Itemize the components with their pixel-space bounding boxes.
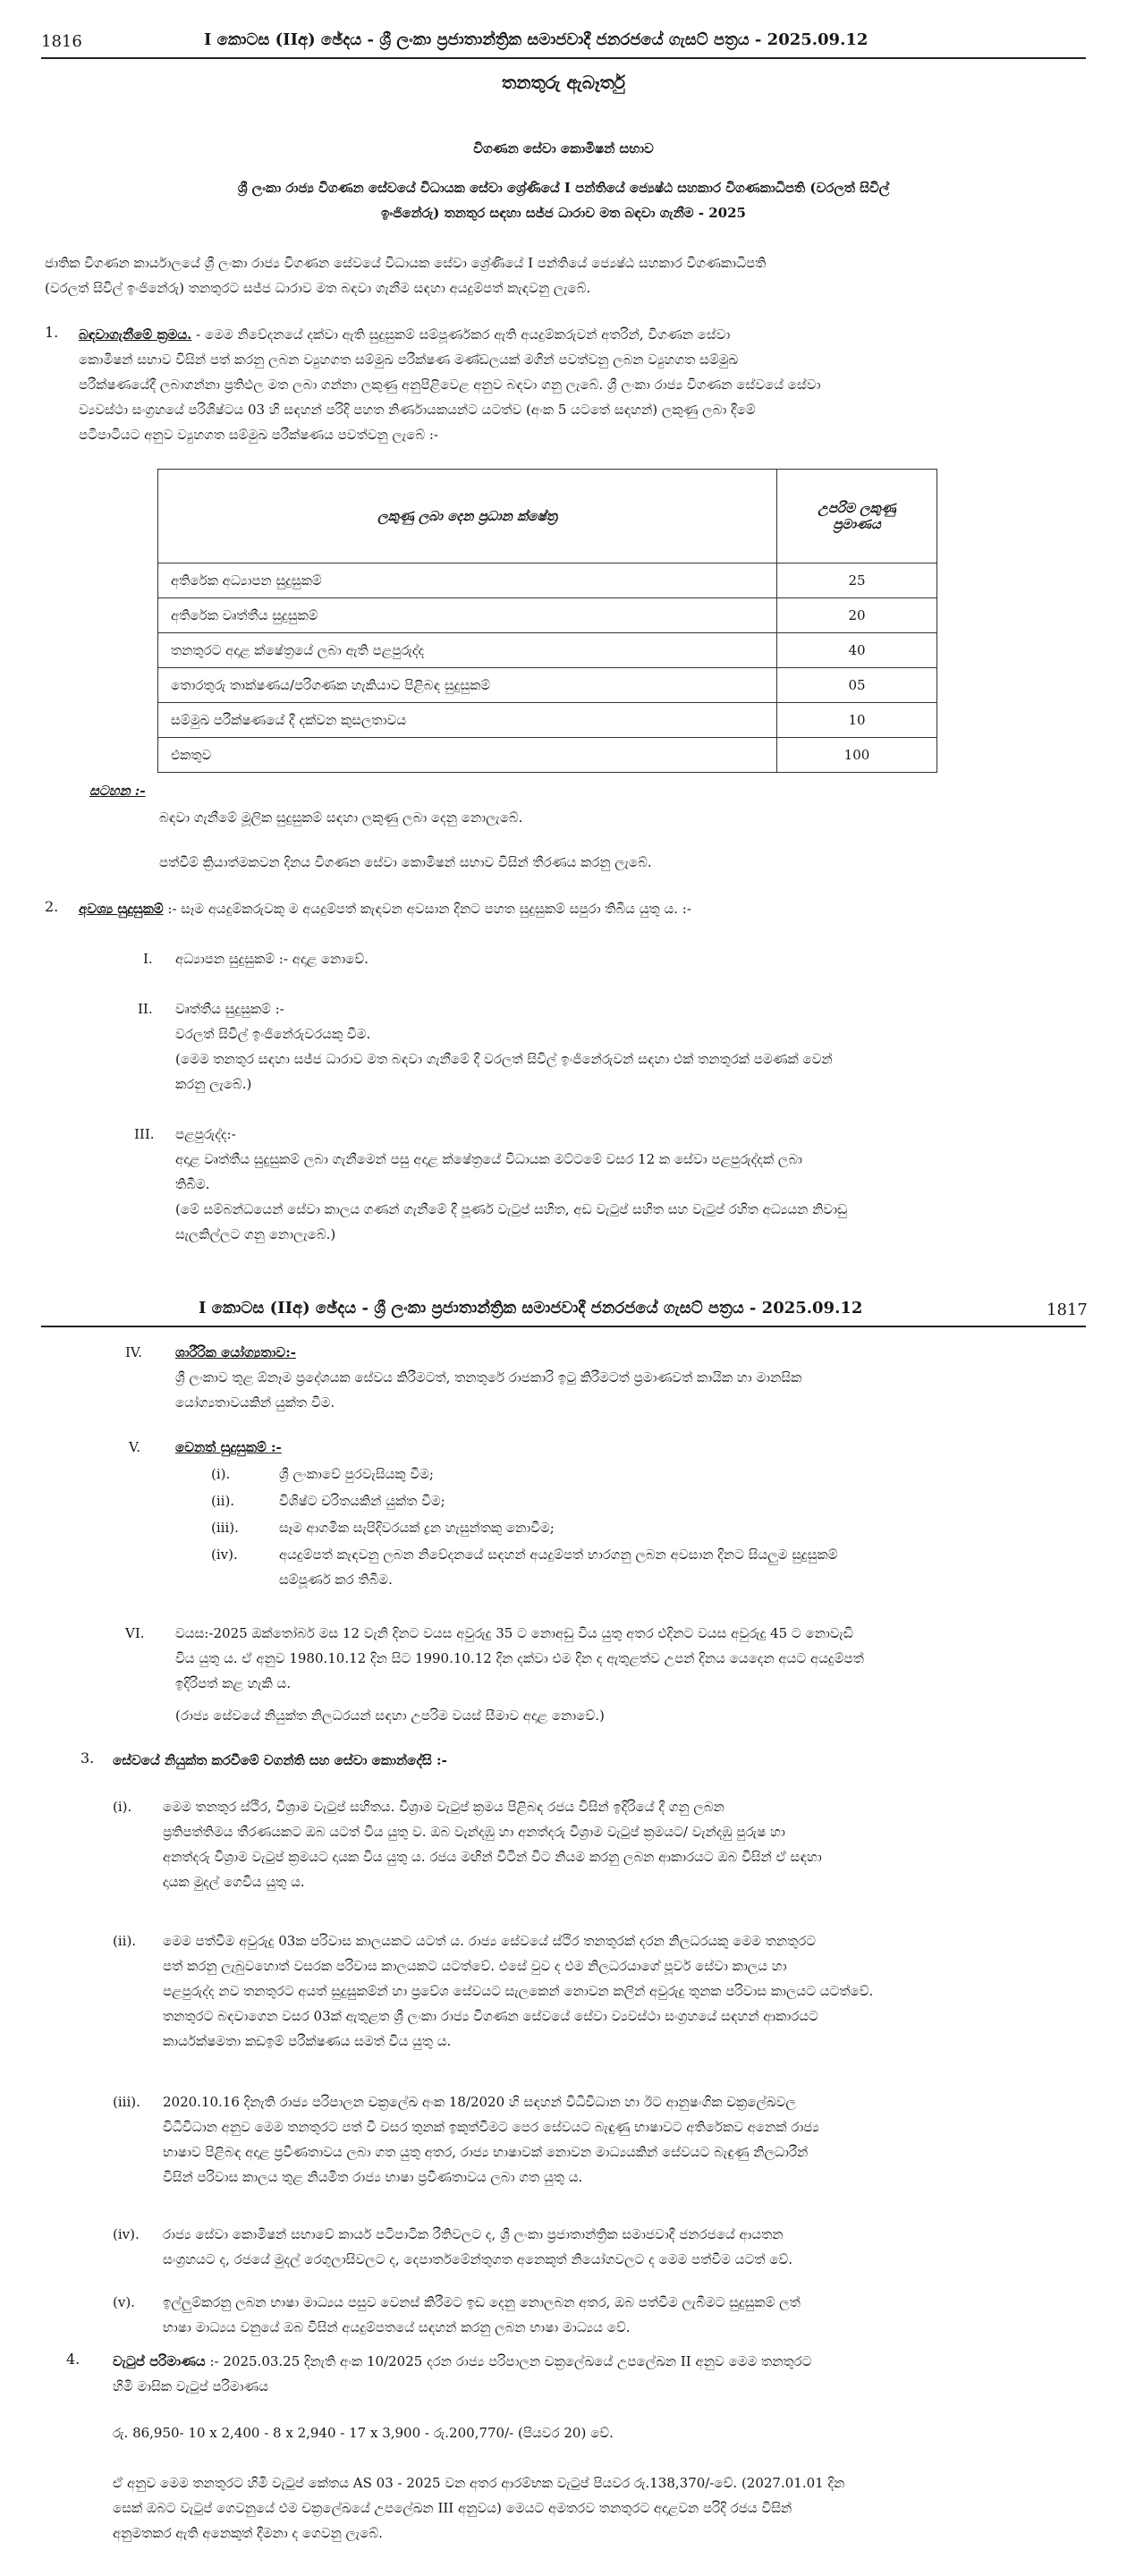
req-ii-line-1: වරලත් සිවිල් ඉංජිනේරුවරයකු වීම. <box>175 1026 371 1042</box>
cond-iv-number: (iv). <box>113 2226 140 2242</box>
table-row-total <box>158 738 937 773</box>
req-iii-line-4: සැලකිල්ලට ගනු නොලැබේ.) <box>175 1226 336 1242</box>
table-row <box>158 633 937 668</box>
cond-ii-line: පළපුරුද්ද නව තනතුරට අයත් සුදුසුකම්න් හා ප්‍රවේශ සේවයට සැලකෙන් නොවන කලින් අවුරුදු තුනක පරිවාස කාලයට යටත්වේ. <box>163 1983 874 1999</box>
running-header-1817: I කොටස (IIඅ) ඡේදය - ශ්‍රී ලංකා ප්‍රජාතාන්ත්‍රික සමාජවාදී ජනරජයේ ගැසට් පත්‍රය - 2025.09.12 <box>199 1299 863 1318</box>
section-1-line-3: පරීක්ෂණයේදී ලබාගන්නා ප්‍රතිඵල මත ලබා ගන්නා ලකුණු අනුපිළිවෙළ අනුව බඳවා ගනු ලැබේ. ශ්‍රී ලංකා රාජ්‍ය විගණන සේවයේ සේවා <box>79 377 821 393</box>
table-row <box>158 668 937 703</box>
req-vi-block <box>175 1621 864 1696</box>
row-marks: 20 <box>777 598 937 633</box>
other-req-num: (iii). <box>211 1520 239 1536</box>
row-marks: 40 <box>777 633 937 668</box>
section-3-number: 3. <box>80 1750 95 1767</box>
row-area: එකතුව <box>158 738 777 773</box>
cond-ii-block <box>163 1928 1075 2054</box>
cond-v-line: භාෂා මාධ්‍යය වනුයේ ඔබ විසින් අයදුම්පතයේ සඳහන් කරනු ලබන භාෂා මාධ්‍යය වේ. <box>163 2319 631 2335</box>
cond-iv-line: රාජ්‍ය සේවා කොමිෂන් සභාවේ කාර්ය පටිපාටික රීතිවලට ද, ශ්‍රී ලංකා ප්‍රජාතාන්ත්‍රික සමාජවාදී ජනරජයේ ආයතන <box>163 2226 784 2242</box>
organisation-name: විගණන සේවා කොමිෂන් සභාව <box>473 140 654 157</box>
section-1-text <box>79 322 1086 447</box>
section-4-line-2: හිමි මාසික වැටුප් පරිමාණය <box>113 2378 269 2394</box>
section-4-number: 4. <box>66 2351 80 2368</box>
note-1: බඳවා ගැනීමේ මූලික සුදුසුකම් සඳහා ලකුණු ලබා දෙනු නොලැබේ. <box>159 809 523 826</box>
section-1-line-5: පටිපාටියට අනුව ව්‍යුහගත සම්මුඛ පරීක්ෂණය පවත්වනු ලැබේ :- <box>79 427 438 443</box>
req-i-text: අධ්‍යාපන සුදුසුකම් :- අදාළ නොවේ. <box>175 951 369 967</box>
other-req-num: (ii). <box>211 1493 235 1509</box>
req-ii-line-3: කරනු ලැබේ.) <box>175 1076 252 1092</box>
req-iv-line-2: යෝග්‍යතාවයකින් යුක්ත වීම. <box>175 1394 335 1411</box>
row-marks: 05 <box>777 668 937 703</box>
req-ii-heading: වෘත්තීය සුදුසුකම් :- <box>175 1001 284 1017</box>
section-3-heading: සේවයේ නියුක්ත කරවීමේ වගන්ති සහ සේවා කොන්දේසි :- <box>113 1752 447 1768</box>
header-area: ලකුණු ලබා දෙන ප්‍රධාන ක්ෂේත්‍ර <box>158 470 777 564</box>
cond-iv-line: සංග්‍රහයට ද, රජයේ මුදල් රෙගුලාසිවලට ද, දෙපාර්තමේන්තුගත අනෙකුත් නියෝගවලට ද මෙම පත්වීම යටත් වේ. <box>163 2251 793 2267</box>
cond-iii-block <box>163 2089 1075 2190</box>
other-req-text: අයදුම්පත් කැඳවනු ලබන නිවේදනයේ සඳහන් අයදුම්පත් භාරගනු ලබන අවසාන දිනට සියලුම සුදුසුකම් <box>279 1546 838 1563</box>
req-iii-line-3: (මේ සම්බන්ධයෙන් සේවා කාලය ගණන් ගැනීමේ දී පූර්ණ වැටුප් සහිත, අඩ වැටුප් සහිත සහ වැටුප් රහිත අධ්‍යයන නිවාඩු <box>175 1201 848 1217</box>
table-row <box>158 703 937 738</box>
cond-iii-line: භාෂාව පිළිබඳ අදාළ ප්‍රවීණතාවය ලබා ගත යුතු අතර, රාජ්‍ය භාෂාවක් නොවන මාධ්‍යයකින් සේවයට බැඳුණු නිලධාරීන් <box>163 2144 809 2160</box>
req-vi-note: (රාජ්‍ය සේවයේ නියුක්ත නිලධරයන් සඳහා උපරිම වයස් සීමාව අදාළ නොවේ.) <box>175 1707 605 1724</box>
salary-scale: රු. 86,950- 10 x 2,400 - 8 x 2,940 - 17 x 3,900 - රු.200,770/- (පියවර 20) වේ. <box>113 2425 614 2441</box>
section-2-heading: අවශ්‍ය සුදුසුකම් <box>79 901 164 917</box>
cond-i-line: මෙම තනතුර ස්ථිර, විශ්‍රාම වැටුප් සහිතය. විශ්‍රාම වැටුප් ක්‍රමය පිළිබඳ රජය විසින් ඉදිරියේ දී ගනු ලබන <box>163 1799 724 1815</box>
section-4-heading: වැටුප් පරිමාණය <box>113 2353 206 2369</box>
cond-ii-line: මෙම පත්වීම අවුරුදු 03ක පරිවාස කාලයකට යටත් ය. රාජ්‍ය සේවයේ ස්ථිර තනතුරක් දරන නිලධරයකු මෙම තනතුරට <box>163 1933 817 1949</box>
req-iv-heading: ශාරීරික යෝග්‍යතාව:- <box>175 1344 296 1360</box>
running-header: I කොටස (IIඅ) ඡේදය - ශ්‍රී ලංකා ප්‍රජාතාන්ත්‍රික සමාජවාදී ජනරජයේ ගැසට් පත්‍රය - 2025.09.12 <box>204 30 869 49</box>
table-row <box>158 564 937 598</box>
note-label: සටහන :- <box>89 783 146 799</box>
cond-i-line: දායක මුදල් ගෙවිය යුතු ය. <box>163 1874 305 1890</box>
section-1-line-1: - මෙම නිවේදනයේ දක්වා ඇති සුදුසුකම් සම්පූර්ණකර ඇති අයදුම්කරුවන් අතරින්, විගණන සේවා <box>196 326 731 343</box>
cond-i-number: (i). <box>113 1799 132 1815</box>
section-1-number: 1. <box>45 324 59 341</box>
cond-iii-number: (iii). <box>113 2094 140 2110</box>
section-2-number: 2. <box>45 898 59 915</box>
row-marks: 100 <box>777 738 937 773</box>
section-heading: තනතුරු ඇබෑර්තු <box>502 72 625 93</box>
header-max-line-1: උපරිම ලකුණු <box>818 500 896 516</box>
req-vi-line-3: ඉදිරිපත් කළ හැකි ය. <box>175 1675 292 1691</box>
row-marks: 10 <box>777 703 937 738</box>
req-iv-block <box>175 1340 801 1415</box>
row-area: අතිරේක අධ්‍යාපන සුදුසුකම් <box>158 564 777 598</box>
other-req-text: විශිෂ්ට චරිතයකින් යුක්ත වීම; <box>279 1493 445 1509</box>
section-4-line-3: ඒ අනුව මෙම තනතුරට හිමි වැටුප් කේතය AS 03 - 2025 වන අතර ආරම්භක වැටුප් පියවර රු.138,370/-වේ. (2027.01.01 දින <box>113 2475 845 2491</box>
req-iv-line-1: ශ්‍රී ලංකාව තුළ ඕනෑම ප්‍රදේශයක සේවය කිරීමටත්, තනතුරේ රාජකාරි ඉටු කිරීමටත් ප්‍රමාණවත් කායික හා මානසික <box>175 1369 802 1385</box>
req-ii-number: II. <box>138 1001 153 1017</box>
cond-iii-line: 2020.10.16 දිනැති රාජ්‍ය පරිපාලන චක්‍රලේඛ අංක 18/2020 හි සඳහන් විධිවිධාන හා ඊට ආනුෂංගික චක්‍රලේඛවල <box>163 2094 796 2110</box>
table-row <box>158 598 937 633</box>
section-1-heading: බඳවාගැනීමේ ක්‍රමය. <box>79 326 192 343</box>
other-req-num: (iv). <box>211 1546 238 1563</box>
req-iii-line-2: තිබීම. <box>175 1176 210 1192</box>
other-req-num: (i). <box>211 1466 231 1482</box>
req-v-heading: වෙනත් සුදුසුකම් :- <box>175 1439 282 1455</box>
intro-line-1: ජාතික විගණන කාර්යාලයේ ශ්‍රී ලංකා රාජ්‍ය විගණන සේවයේ විධායක සේවා ශ්‍රේණියේ I පන්තියේ ජ්‍යෙෂ්ඨ සහකාර විගණකාධිපති <box>45 255 767 271</box>
req-iii-line-1: අදාළ වෘත්තීය සුදුසුකම් ලබා ගැනීමෙන් පසු අදාළ ක්ෂේත්‍රයේ විධායක මට්ටමේ වසර 12 ක සේවා පළපුරුද්දක් ලබා <box>175 1151 802 1167</box>
req-iii-number: III. <box>134 1126 155 1142</box>
cond-ii-line: පත් කරනු ලැබුවහොත් වසරක පරිවාස කාලයකට යටත්වේ. එසේ වුව ද එම නිලධරයාගේ පූර්ව සේවා කාලය හා <box>163 1958 787 1974</box>
cond-v-line: ඉල්ලුම්කරනු ලබන භාෂා මාධ්‍යය පසුව වෙනස් කිරීමට ඉඩ දෙනු නොලබන අතර, ඔබ පත්වීම ලැබීමට සුදුසුකම් ලත් <box>163 2294 801 2310</box>
header-max-line-2: ප්‍රමාණය <box>833 516 881 532</box>
cond-ii-line: කාර්යක්ෂමතා කඩඉම් පරීක්ෂණය සමත් විය යුතු ය. <box>163 2033 452 2049</box>
section-2-line: :- සෑම අයදුම්කරුවකු ම අයදුම්පත් කැඳවන අවසාන දිනට පහත සුදුසුකම් සපුරා තිබිය යුතු ය. :- <box>167 901 691 917</box>
marks-table-header <box>158 470 937 564</box>
cond-i-line: අනත්දරු විශ්‍රාම වැටුප් ක්‍රමයට දායක විය යුතු ය. රජය මඟින් විටින් විට නියම කරනු ලබන ආකාරයට ඔබ විසින් ඒ සඳහා <box>163 1849 822 1865</box>
req-vi-line-1: වයස:-2025 ඔක්තෝබර් මස 12 වැනි දිනට වයස අවුරුදු 35 ට නොඅඩු විය යුතු අතර එදිනට වයස අවුරුදු 45 ට නොවැඩි <box>175 1625 853 1641</box>
req-vi-number: VI. <box>125 1625 145 1641</box>
req-vi-line-2: විය යුතු ය. ඒ අනුව 1980.10.12 දින සිට 1990.10.12 දින දක්වා එම දින ද ඇතුළත්ව උපන් දිනය යෙදෙන අයට අයදුම්පත් <box>175 1650 864 1666</box>
cond-v-number: (v). <box>113 2294 135 2310</box>
vacancy-title-line-1: ශ්‍රී ලංකා රාජ්‍ය විගණන සේවයේ විධායක සේවා ශ්‍රේණියේ I පන්තියේ ජ්‍යෙෂ්ඨ සහකාර විගණකාධිපති (වරලත් සිවිල් <box>237 180 890 196</box>
cond-iii-line: විසින් පරිවාස කාලය තුළ නියමිත රාජ්‍ය භාෂා ප්‍රවීණතාවය ලබා ගත යුතු ය. <box>163 2169 583 2185</box>
req-i-number: I. <box>143 951 153 967</box>
row-area: තොරතුරු තාක්ෂණය/පරිගණක හැකියාව පිළිබඳ සුදුසුකම් <box>158 668 777 703</box>
section-1-line-4: ව්‍යවස්ථා සංග්‍රහයේ පරිශිෂ්ටය 03 හි සඳහන් පරිදි පහත නිර්ණායකයන්ට යටත්ව (අංක 5 යටතේ සඳහන්) ලකුණු ලබා දීමේ <box>79 402 756 418</box>
req-iii-block <box>175 1122 847 1247</box>
page-number-1817: 1817 <box>1046 1301 1088 1319</box>
row-area: සම්මුඛ පරීක්ෂණයේ දී දක්වන කුසලතාවය <box>158 703 777 738</box>
req-ii-line-2: (මෙම තනතුර සඳහා සජ්ජ ධාරාව මත බඳවා ගැනීමේ දී වරලත් සිවිල් ඉංජිනේරුවන් සඳහා එක් තනතුරක් පමණක් වෙන් <box>175 1051 833 1067</box>
section-1-line-2: කොමිෂන් සභාව විසින් පත් කරනු ලබන ව්‍යුහගත සම්මුඛ පරීක්ෂණ මණ්ඩලයක් මගින් පවත්වනු ලබන ව්‍යුහගත සම්මුඛ <box>79 352 739 368</box>
row-marks: 25 <box>777 564 937 598</box>
cond-v-block <box>163 2290 1075 2340</box>
other-req-text: සෑම ආගමික සැපිදිවරයක් ද්‍රන හැසුන්තකු නොවීම; <box>279 1520 555 1536</box>
section-4-block <box>113 2349 1079 2399</box>
req-v-number: V. <box>129 1439 140 1455</box>
page-number-1816: 1816 <box>41 32 82 51</box>
req-iii-heading: පළපුරුද්ද:- <box>175 1126 236 1142</box>
intro-line-2: (වරලත් සිවිල් ඉංජිනේරු) තනතුරට සජ්ජ ධාරාව මත බඳවා ගැනීම සඳහා අයදුම්පත් කැඳවනු ලැබේ. <box>45 280 591 296</box>
other-req-text: ශ්‍රී ලංකාවේ පුරවැසියකු වීම; <box>279 1466 434 1482</box>
cond-ii-line: තනතුරට බඳවාගෙන වසර 03ක් ඇතුළත ශ්‍රී ලංකා රාජ්‍ය විගණන සේවයේ සේවා ව්‍යවස්ථා සංග්‍රහයේ සඳහන් ආකාරයට <box>163 2008 818 2024</box>
req-iv-number: IV. <box>125 1344 142 1360</box>
section-4-line-5: අනුමතකර ඇති අනෙකුත් දීමනා ද ගෙවනු ලැබේ. <box>113 2525 383 2541</box>
cond-i-line: ප්‍රතිපත්තිමය තීරණයකට ඔබ යටත් විය යුතු ව. ඔබ වැන්දඹු හා අනත්දරු විශ්‍රාම වැටුප් ක්‍රමයට/ වැන්දඹු පුරුෂ හා <box>163 1824 785 1840</box>
note-2: පත්වීම් ක්‍රියාත්මකවන දිනය විගණන සේවා කොමිෂන් සභාව විසින් තීරණය කරනු ලැබේ. <box>159 854 652 870</box>
other-req-text-cont: සම්පූර්ණ කර තිබීම. <box>279 1572 393 1588</box>
cond-iv-block <box>163 2222 1075 2272</box>
row-area: අතිරේක වෘත්තීය සුදුසුකම් <box>158 598 777 633</box>
section-4-line-1: :- 2025.03.25 දිනැති අංක 10/2025 දරන රාජ්‍ය පරිපාලන චක්‍රලේඛයේ උපලේඛන II අනුව මෙම තනතුරට <box>209 2353 812 2369</box>
marks-table <box>157 469 937 773</box>
header-max-marks <box>777 470 937 564</box>
section-4-line-4: සෙක් ඔබට වැටුප් ගෙවනුයේ එම චක්‍රලේඛයේ උපලේඛන III අනුවය) මෙයට අමතරව තනතුරට අදාළවන පරිදි රජය විසින් <box>113 2500 792 2516</box>
row-area: තනතුරට අදාළ ක්ෂේත්‍රයේ ලබා ඇති පළපුරුද්ද <box>158 633 777 668</box>
section-2-text <box>79 896 1086 921</box>
cond-i-block <box>163 1794 1075 1894</box>
section-4-details <box>113 2470 1088 2546</box>
cond-iii-line: විධිවිධාන අනුව මෙම තනතුරට පත් වී වසර තුනක් ඉකුත්වීමට පෙර සේවයට බැඳුණු භාෂාවට අතිරේකව අනෙක් රාජ්‍ය <box>163 2119 819 2135</box>
cond-ii-number: (ii). <box>113 1933 137 1949</box>
header-rule <box>41 57 1086 59</box>
vacancy-title-line-2: ඉංජිනේරු) තනතුර සඳහා සජ්ජ ධාරාව මත බඳවා ගැනීම - 2025 <box>381 205 746 221</box>
req-ii-block <box>175 996 833 1097</box>
header-rule-1817 <box>41 1326 1086 1327</box>
